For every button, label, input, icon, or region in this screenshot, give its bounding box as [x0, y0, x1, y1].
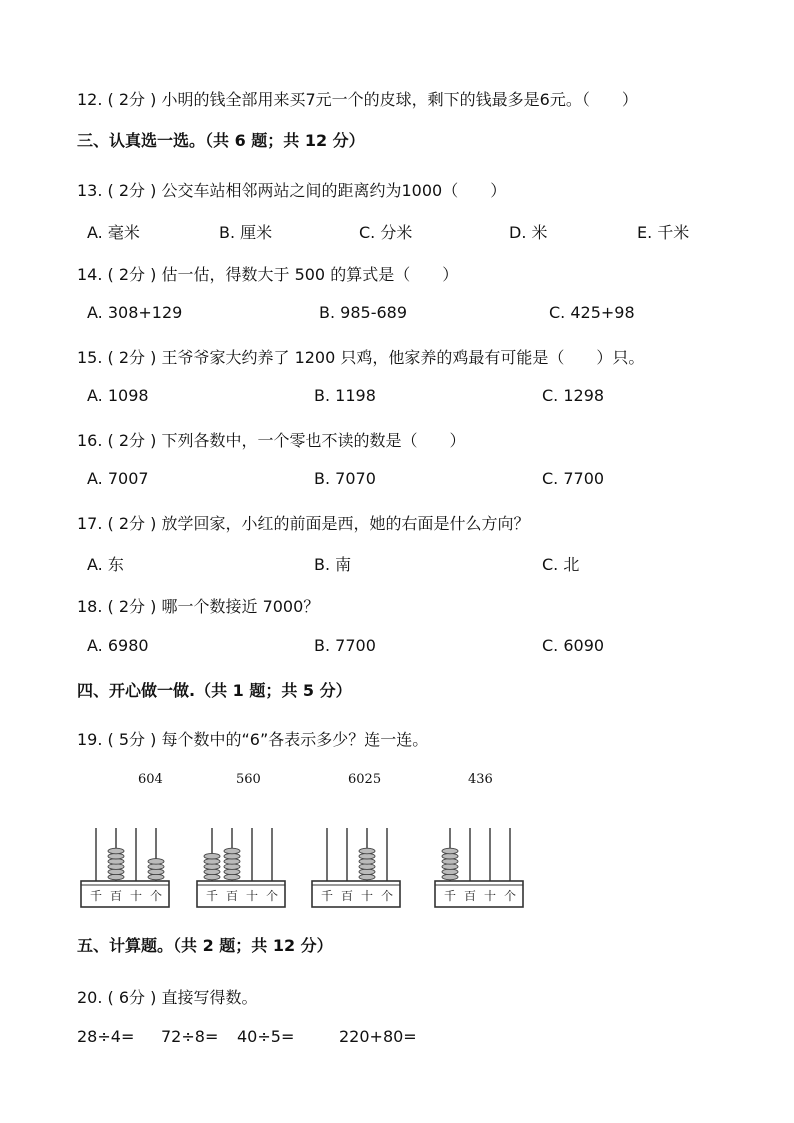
abacus-bead	[204, 853, 220, 859]
place-value-label: 十	[483, 889, 497, 903]
option-c[interactable]: C. 425+98	[549, 303, 635, 322]
abacus-icon	[196, 826, 288, 910]
option-a[interactable]: A. 1098	[87, 386, 149, 405]
option-d[interactable]: D. 米	[509, 223, 548, 242]
option-b[interactable]: B. 7700	[314, 636, 376, 655]
question-number: 13.	[77, 181, 103, 200]
option-c[interactable]: C. 1298	[542, 386, 605, 405]
question-16	[77, 428, 466, 451]
question-score: ( 5分 )	[107, 730, 157, 749]
question-score: ( 2分 )	[107, 348, 157, 367]
option-a[interactable]: A. 308+129	[87, 303, 183, 322]
place-value-label: 十	[360, 889, 374, 903]
question-number: 18.	[77, 597, 103, 616]
option-b[interactable]: B. 厘米	[219, 223, 273, 242]
option-a[interactable]: A. 7007	[87, 469, 149, 488]
option-e[interactable]: E. 千米	[637, 223, 690, 242]
question-text: 下列各数中，一个零也不读的数是（ ）	[161, 431, 466, 450]
abacus-number-label: 6025	[348, 772, 382, 787]
question-number: 15.	[77, 348, 103, 367]
question-score: ( 2分 )	[107, 431, 157, 450]
option-b[interactable]: B. 985-689	[319, 303, 407, 322]
option-b[interactable]: B. 1198	[314, 386, 376, 405]
place-value-label: 十	[129, 889, 143, 903]
place-value-label: 千	[443, 889, 457, 903]
abacus-number-label: 604	[138, 772, 163, 787]
place-value-label: 千	[320, 889, 334, 903]
abacus-icon	[80, 826, 172, 910]
question-score: ( 2分 )	[107, 514, 157, 533]
option-c[interactable]: C. 7700	[542, 469, 605, 488]
question-17	[77, 511, 530, 534]
place-value-label: 千	[89, 889, 103, 903]
abacus-number-label: 436	[468, 772, 493, 787]
question-number: 14.	[77, 265, 103, 284]
question-text: 公交车站相邻两站之间的距离约为1000（ ）	[161, 181, 507, 200]
section-heading-4: 四、开心做一做.（共 1 题；共 5 分）	[77, 681, 352, 700]
question-number: 19.	[77, 730, 103, 749]
option-c[interactable]: C. 北	[542, 555, 580, 574]
question-text: 估一估，得数大于 500 的算式是（ ）	[161, 265, 459, 284]
place-value-label: 个	[503, 889, 517, 903]
calc-item: 72÷8=	[161, 1027, 219, 1046]
calc-item: 220+80=	[339, 1027, 417, 1046]
abacus-icon	[434, 826, 526, 910]
question-18	[77, 594, 319, 617]
question-text: 小明的钱全部用来买7元一个的皮球，剩下的钱最多是6元。（ ）	[161, 90, 638, 109]
place-value-label: 个	[149, 889, 163, 903]
option-c[interactable]: C. 6090	[542, 636, 605, 655]
abacus-number-label: 560	[236, 772, 261, 787]
abacus-bead	[359, 848, 375, 854]
question-13	[77, 178, 506, 201]
abacus-icon	[311, 826, 403, 910]
question-number: 20.	[77, 988, 103, 1007]
question-12	[77, 87, 638, 110]
abacus-bead	[442, 848, 458, 854]
place-value-label: 千	[205, 889, 219, 903]
calc-item: 28÷4=	[77, 1027, 135, 1046]
question-score: ( 2分 )	[107, 265, 157, 284]
option-a[interactable]: A. 东	[87, 555, 124, 574]
question-score: ( 6分 )	[107, 988, 157, 1007]
place-value-label: 个	[265, 889, 279, 903]
place-value-label: 百	[463, 889, 477, 903]
question-text: 放学回家，小红的前面是西，她的右面是什么方向？	[161, 514, 530, 533]
question-14	[77, 262, 458, 285]
question-score: ( 2分 )	[107, 597, 157, 616]
place-value-label: 个	[380, 889, 394, 903]
option-b[interactable]: B. 7070	[314, 469, 376, 488]
question-19	[77, 727, 428, 750]
question-text: 直接写得数。	[161, 988, 258, 1007]
place-value-label: 百	[225, 889, 239, 903]
question-15	[77, 345, 644, 368]
section-heading-3: 三、认真选一选。（共 6 题；共 12 分）	[77, 131, 365, 150]
option-b[interactable]: B. 南	[314, 555, 352, 574]
option-c[interactable]: C. 分米	[359, 223, 413, 242]
abacus-bead	[224, 848, 240, 854]
place-value-label: 百	[340, 889, 354, 903]
question-text: 哪一个数接近 7000？	[161, 597, 320, 616]
question-score: ( 2分 )	[107, 181, 157, 200]
place-value-label: 十	[245, 889, 259, 903]
question-20	[77, 985, 258, 1008]
place-value-label: 百	[109, 889, 123, 903]
abacus-bead	[108, 848, 124, 854]
question-text: 王爷爷家大约养了 1200 只鸡，他家养的鸡最有可能是（ ）只。	[161, 348, 645, 367]
calc-item: 40÷5=	[237, 1027, 295, 1046]
question-score: ( 2分 )	[107, 90, 157, 109]
abacus-bead	[148, 859, 164, 865]
question-number: 12.	[77, 90, 103, 109]
question-text: 每个数中的“6”各表示多少？连一连。	[161, 730, 429, 749]
option-a[interactable]: A. 6980	[87, 636, 149, 655]
question-number: 17.	[77, 514, 103, 533]
question-number: 16.	[77, 431, 103, 450]
section-heading-5: 五、计算题。（共 2 题；共 12 分）	[77, 936, 333, 955]
option-a[interactable]: A. 毫米	[87, 223, 140, 242]
